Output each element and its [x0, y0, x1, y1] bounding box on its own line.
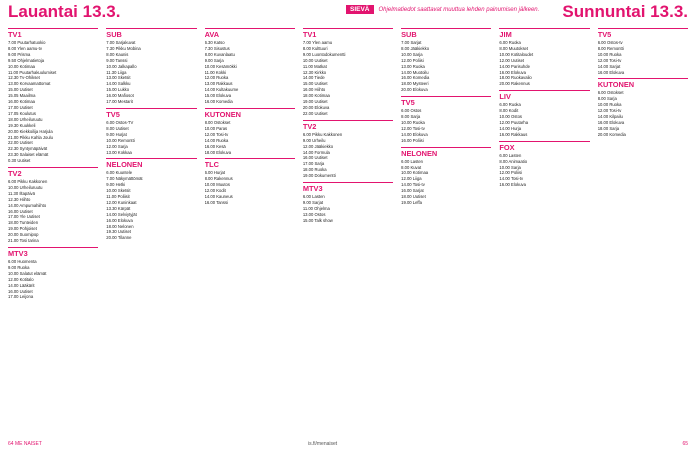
program-entry: 15.00 Elokuva: [204, 93, 232, 99]
program-entry: 10.00 Ruoka: [597, 102, 622, 108]
channel-heading: TV2: [303, 120, 393, 131]
program-entry: 8.00 Ostokset: [204, 119, 231, 125]
program-entry: 17.00 Yle Uutiset: [8, 214, 40, 220]
program-entry: 8.00 Animaatio: [499, 158, 528, 164]
program-entry: 19.30 Kuukkeli: [8, 122, 36, 128]
program-entry: 20.00 Elokuva: [401, 87, 428, 93]
program-entry: 6.00 Ostos: [401, 108, 422, 114]
program-entry: 16.00 Elokuva: [597, 119, 625, 125]
program-entry: 7.30 Pikku Mobina: [106, 45, 141, 51]
program-entry: 6.00 Lasten: [499, 152, 522, 158]
program-entry: 7.30 Sisustus: [204, 45, 230, 51]
day-title-right: Sunnuntai 13.3.: [562, 2, 688, 21]
program-entry: 16.00 Elokuva: [597, 69, 625, 75]
footer-right: 65: [682, 441, 688, 447]
program-entry: 23.30 Salaiset elämät: [8, 152, 49, 158]
program-entry: 21.00 Tosi tarina: [8, 238, 39, 244]
spread-header: [0, 0, 696, 26]
program-entry: 10.00 Sarja: [401, 51, 423, 57]
program-entry: 10.00 Sarja: [499, 164, 521, 170]
program-entry: 10.00 Urheiluruutu: [8, 184, 43, 190]
tv-columns: [8, 28, 688, 440]
program-entry: 8.00 Sarja: [597, 96, 617, 102]
program-entry: 6.00 Ostos-tv: [597, 40, 623, 45]
program-entry: 16.00 Tanssi: [204, 199, 228, 205]
program-entry: 14.00 Ampumahiihto: [8, 202, 47, 208]
program-entry: 14.00 Salkku: [106, 81, 131, 87]
program-entry: 6.00 Lasten: [401, 158, 424, 164]
program-entry: 16.00 Sarjat: [401, 188, 424, 194]
program-entry: 10.00 Kotimaa: [401, 170, 429, 176]
program-entry: 6.00 Ruoka: [499, 40, 521, 45]
channel-heading: SUB: [106, 28, 196, 39]
program-entry: 18.00 Ruokavalio: [499, 75, 532, 81]
program-entry: 9.00 Luontodokumentti: [302, 51, 346, 57]
center-header: [346, 5, 539, 14]
program-entry: 14.00 Kauneus: [204, 194, 233, 200]
channel-heading: NELONEN: [401, 147, 491, 158]
program-entry: 16.00 Hiihto: [302, 87, 326, 93]
program-entry: 12.00 Tosi-tv: [597, 57, 622, 63]
program-entry: 14.00 Selviytyjät: [106, 211, 137, 217]
channel-heading: TV2: [8, 167, 98, 178]
program-entry: 14.00 Muotoilu: [401, 69, 429, 75]
program-entry: 11.00 Poliisit: [106, 194, 130, 200]
program-entry: 17.05 Koulutus: [8, 110, 36, 116]
program-entry: 13.30 Kärpät: [106, 205, 131, 211]
program-entry: 6.00 Hurjat: [204, 170, 226, 176]
program-entry: 17.00 Sarja: [302, 161, 325, 167]
program-entry: 18.00 Nelonen: [106, 223, 134, 229]
program-entry: 18.00 Sarja: [597, 125, 620, 131]
program-entry: 10.00 Kotitaloudet: [499, 51, 534, 57]
program-entry: 9.00 Tanssi: [106, 57, 128, 63]
program-entry: 18.00 Mysteeri: [401, 81, 429, 87]
program-entry: 12.00 Ruoka: [204, 75, 229, 81]
program-entry: 17.00 Mestarit: [106, 99, 133, 105]
program-entry: 22.30 Syntymäpäivät: [8, 146, 48, 152]
channel-heading: LIV: [499, 90, 589, 101]
program-entry: 8.00 Remontti: [597, 45, 624, 51]
program-entry: 20.00 Elokuva: [302, 104, 330, 110]
listing-column: [401, 28, 491, 440]
program-entry: 10.00 Paras: [204, 125, 228, 131]
program-entry: 20.00 Komedia: [597, 131, 626, 137]
program-entry: 12.00 Poliisi: [401, 57, 424, 63]
program-entry: 12.00 Sarja: [106, 143, 128, 149]
program-entry: 16.00 Uutiset: [8, 288, 33, 294]
program-entry: 14.00 Kilpailu: [597, 114, 623, 120]
program-entry: 19.00 Leffa: [401, 199, 423, 205]
program-entry: 12.00 Uutiset: [499, 57, 525, 63]
brand-logo: SIEVÄ: [346, 5, 374, 14]
channel-heading: TLC: [205, 158, 295, 169]
listing-column: [106, 28, 196, 440]
program-entry: 14.00 Hurja: [499, 125, 522, 131]
program-entry: 6.00 Ruoka: [499, 102, 521, 108]
program-entry: 10.00 Sketsit: [106, 188, 131, 194]
channel-heading: MTV3: [303, 182, 393, 193]
channel-heading: NELONEN: [106, 158, 196, 169]
program-entry: 16.00 Uutiset: [302, 155, 328, 161]
program-entry: 18.00 Urheiluruutu: [8, 116, 43, 122]
channel-heading: KUTONEN: [205, 108, 295, 119]
program-entry: 22.00 Uutiset: [302, 110, 328, 116]
program-entry: 17.00 Uutiset: [8, 104, 33, 110]
program-entry: 10.00 Ostos: [499, 114, 522, 120]
program-entry: 17.00 Leijona: [8, 294, 34, 300]
program-entry: 11.00 Ohjelma: [302, 205, 330, 211]
program-entry: 6.30 Katso: [204, 40, 225, 45]
program-entry: 12.00 Kuninkaat: [106, 199, 137, 205]
program-entry: 10.00 Jalkapallo: [106, 63, 137, 69]
program-entry: 6.00 Pikku Kakkonen: [8, 179, 48, 185]
program-entry: 10.00 Ruoka: [401, 119, 425, 125]
program-entry: 11.00 Kokki: [204, 69, 227, 75]
program-entry: 8.00 Kaunis: [106, 51, 129, 57]
program-entry: 19.00 Dokumentti: [302, 173, 336, 179]
listing-column: [8, 28, 98, 440]
program-entry: 13.00 Ostos: [302, 211, 326, 217]
program-entry: 13.00 Ruoka: [401, 63, 425, 69]
page-footer: [8, 441, 688, 449]
program-entry: 9.00 Hurjat: [106, 131, 127, 137]
program-entry: 8.00 Jääkiekko: [401, 45, 430, 51]
program-entry: 8.00 Ylen aamu-tv: [8, 45, 42, 51]
program-entry: 12.30 Tv-Ohikset: [8, 75, 40, 81]
program-entry: 12.00 Kotitalo: [8, 276, 34, 282]
program-entry: 13.00 Kokkaa: [106, 149, 132, 155]
program-entry: 6.00 Kuuntele: [106, 170, 133, 176]
program-entry: 8.00 Kodit: [499, 108, 519, 114]
program-entry: 6.00 Ostos-TV: [106, 119, 134, 125]
program-entry: 8.00 Uutiset: [106, 125, 129, 131]
program-entry: 10.00 Kotimaa: [8, 63, 36, 69]
footer-left: 64 ME NAISET: [8, 441, 42, 447]
program-entry: 18.00 Elokuva: [204, 149, 232, 155]
program-entry: 7.00 Puutarhatuokio: [8, 40, 46, 45]
program-entry: 20.00 Suomipop: [8, 232, 39, 238]
listing-column: [499, 28, 589, 440]
program-entry: 14.00 Tosi-tv: [499, 176, 524, 182]
channel-heading: TV1: [8, 28, 98, 39]
program-entry: 21.00 Pikku Kahla Joulu: [8, 134, 53, 140]
program-entry: 12.00 Puutarha: [499, 119, 529, 125]
program-entry: 16.00 Rakkaus: [499, 131, 528, 137]
program-entry: 15.00 Uutiset: [302, 81, 328, 87]
program-entry: 6.00 Huomenta: [8, 259, 37, 264]
program-entry: 10.00 Kesämökki: [204, 63, 237, 69]
program-entry: 9.00 Ruoka: [8, 264, 30, 270]
program-entry: 12.00 Poliisi: [499, 170, 522, 176]
program-entry: 15.00 Uutiset: [8, 87, 33, 93]
program-entry: 10.00 Salatut elämät: [8, 270, 47, 276]
program-entry: 16.00 Elokuva: [499, 182, 526, 188]
channel-heading: TV1: [303, 28, 393, 39]
program-entry: 14.00 Tiede: [302, 75, 325, 81]
program-entry: 15.00 Lukko: [106, 87, 130, 93]
program-entry: 8.00 Muutokset: [499, 45, 529, 51]
program-entry: 14.00 Formula: [302, 149, 330, 155]
program-entry: 9.00 Prisma: [8, 51, 31, 57]
program-entry: 7.00 Ylen aamu: [302, 40, 333, 45]
program-entry: 9.50 Ohjelmatietoja: [8, 57, 45, 63]
program-entry: 18.00 Kotimaa: [302, 93, 330, 99]
channel-heading: JIM: [499, 28, 589, 39]
program-entry: 10.00 Remontti: [106, 137, 135, 143]
channel-heading: AVA: [205, 28, 295, 39]
program-entry: 16.00 Kotimaa: [8, 99, 36, 105]
program-entry: 15.05 Maailma: [8, 93, 36, 99]
program-entry: 10.00 Uutiset: [302, 57, 328, 63]
program-entry: 16.00 Poliisi: [401, 137, 424, 143]
channel-heading: SUB: [401, 28, 491, 39]
program-entry: 16.00 Uutiset: [8, 208, 33, 214]
program-entry: 19.30 Uutiset: [106, 229, 131, 235]
program-entry: 12.00 Liiga: [401, 176, 422, 182]
program-entry: 18.00 Tunteiden: [8, 220, 39, 226]
channel-heading: KUTONEN: [598, 78, 688, 89]
program-entry: 12.00 Tosi-tv: [204, 131, 229, 137]
program-entry: 13.00 Sketsit: [106, 75, 131, 81]
program-entry: 8.00 Kuvat: [401, 164, 422, 170]
listing-column: [598, 28, 688, 440]
program-entry: 14.00 Lääkärit: [8, 282, 35, 288]
program-entry: 13.00 Rakkaus: [204, 81, 233, 87]
program-entry: 8.00 Rakennus: [204, 176, 233, 182]
footer-center: is.fi/menaiset: [308, 441, 338, 447]
disclaimer: Ohjelmatiedot saattavat muuttua lehden painumisen jälkeen.: [378, 6, 540, 13]
program-entry: 20.00 Tilanne: [106, 235, 132, 241]
program-entry: 0.30 Uutiset: [8, 158, 31, 164]
program-entry: 7.00 Sarjakuvat: [106, 40, 136, 45]
day-title-left: Lauantai 13.3.: [8, 2, 121, 21]
program-entry: 12.30 Kirkko: [302, 69, 327, 75]
program-entry: 6.00 Ostokset: [597, 90, 624, 96]
program-entry: 12.00 Tosi-tv: [401, 125, 425, 131]
program-entry: 14.00 Sarjat: [597, 63, 621, 69]
program-entry: 14.00 Ruoka: [204, 137, 229, 143]
program-entry: 20.00 Kiekkoilija Harjula: [8, 128, 53, 134]
program-entry: 12.30 Hiihto: [8, 196, 31, 202]
program-entry: 16.00 Mafiosot: [106, 93, 134, 99]
channel-heading: TV5: [598, 28, 688, 39]
program-entry: 11.30 Liiga: [106, 69, 127, 75]
program-entry: 7.00 Sarjat: [401, 40, 422, 45]
program-entry: 6.00 Pikku Kakkonen: [302, 131, 343, 137]
program-entry: 16.00 Elokuva: [499, 69, 526, 75]
program-entry: 19.00 Uutiset: [302, 99, 328, 105]
listing-column: [303, 28, 393, 440]
program-entry: 20.00 Rakennus: [499, 81, 530, 87]
program-entry: 14.00 Tosi-tv: [401, 182, 425, 188]
channel-heading: FOX: [499, 141, 589, 152]
program-entry: 16.00 Komedia: [204, 99, 233, 105]
channel-heading: TV5: [106, 108, 196, 119]
program-entry: 12.00 Jääkiekko: [302, 143, 334, 149]
program-entry: 9.00 Sarja: [204, 57, 224, 63]
listing-column: [205, 28, 295, 440]
program-entry: 16.00 Komedia: [401, 75, 430, 81]
program-entry: 16.00 Elokuva: [106, 217, 133, 223]
program-entry: 11.00 Matkat: [302, 63, 327, 69]
program-entry: 15.00 Talk show: [302, 217, 333, 223]
program-entry: 6.00 Lasten: [302, 194, 325, 200]
program-entry: 9.00 Sarjat: [302, 199, 324, 205]
program-entry: 14.00 Elokuva: [401, 131, 428, 137]
program-entry: 9.00 Hetki: [106, 182, 126, 188]
program-entry: 18.00 Uutiset: [401, 194, 426, 200]
program-entry: 22.00 Uutiset: [8, 140, 33, 146]
program-entry: 9.00 Urheilu: [302, 137, 326, 143]
program-entry: 8.00 Sarja: [401, 114, 421, 120]
program-entry: 16.00 Kesä: [204, 143, 226, 149]
program-entry: 8.00 Kuvanlaatu: [204, 51, 235, 57]
program-entry: 12.00 Tosi-tv: [597, 108, 622, 114]
program-entry: 8.00 Kulttuuri: [302, 45, 328, 51]
program-entry: 11.30 Iltapäivä: [8, 190, 35, 196]
program-entry: 10.00 Muutos: [204, 182, 230, 188]
program-entry: 14.00 Parisuhde: [499, 63, 530, 69]
program-entry: 11.00 Puutarhakuulumiset: [8, 69, 57, 75]
program-entry: 12.00 Kodit: [204, 188, 226, 194]
program-entry: 19.00 Pohjoiset: [8, 226, 37, 232]
program-entry: 18.00 Ruoka: [302, 167, 327, 173]
program-entry: 10.00 Ruoka: [597, 51, 622, 57]
program-entry: 14.00 Kultakuume: [204, 87, 239, 93]
channel-heading: TV5: [401, 96, 491, 107]
program-entry: 7.00 Näkymättömät: [106, 176, 143, 182]
program-entry: 13.00 Korvaamattomat: [8, 81, 51, 87]
channel-heading: MTV3: [8, 247, 98, 258]
